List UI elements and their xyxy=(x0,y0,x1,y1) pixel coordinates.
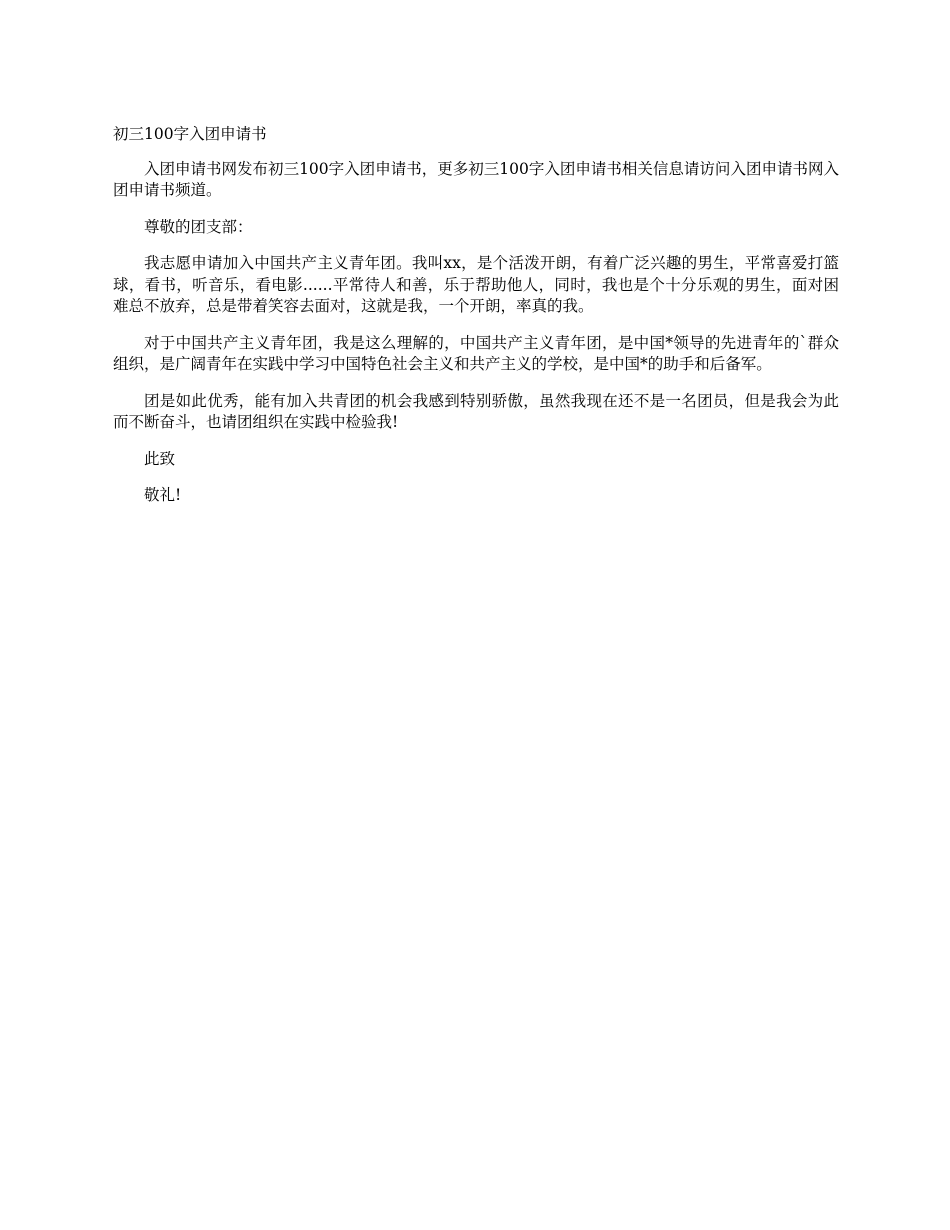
document-page xyxy=(113,124,839,522)
body-paragraph: 对于中国共产主义青年团，我是这么理解的，中国共产主义青年团，是中国*领导的先进青年的`群众组织，是广阔青年在实践中学习中国特色社会主义和共产主义的学校，是中国*的助手和后备军。 xyxy=(113,333,839,373)
closing-line: 此致 xyxy=(144,449,176,468)
body-paragraph: 我志愿申请加入中国共产主义青年团。我叫xx，是个活泼开朗，有着广泛兴趣的男生，平常喜爱打篮球，看书，听音乐，看电影......平常待人和善，乐于帮助他人，同时，我也是个十分乐观的男生，面对困难总不放弃，总是带着笑容去面对，这就是我，一个开朗，率真的我。 xyxy=(113,254,839,315)
body-paragraph: 团是如此优秀，能有加入共青团的机会我感到特别骄傲，虽然我现在还不是一名团员，但是我会为此而不断奋斗，也请团组织在实践中检验我! xyxy=(113,391,839,431)
salutation: 尊敬的团支部： xyxy=(144,217,253,236)
document-title: 初三100字入团申请书 xyxy=(113,125,267,143)
regards-line: 敬礼! xyxy=(144,486,182,504)
intro-paragraph: 入团申请书网发布初三100字入团申请书，更多初三100字入团申请书相关信息请访问入团申请书网入团申请书频道。 xyxy=(113,159,839,199)
